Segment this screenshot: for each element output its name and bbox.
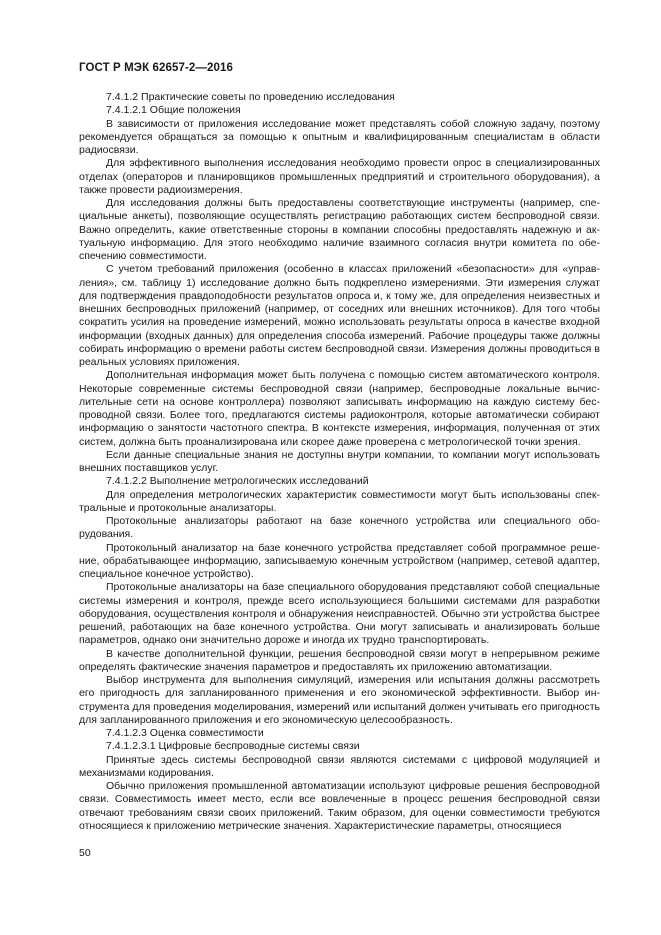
paragraph: Для исследования должны быть предоставлены соответствующие инструменты (например, специальные анкеты), позволяющие осуществлять регистрацию работающих систем беспроводной связи. Важно определить, какие ответственные стороны в компании способны предоставлять надежную и актуальную информацию. Для этого необходимо наличие взаимного согласия внутри комитета по обеспечению совместимости. (79, 197, 600, 262)
page-number: 50 (79, 847, 91, 859)
paragraph: Протокольный анализатор на базе конечного устройства представляет собой программное решение, обрабатывающее информацию, записываемую конечным устройством (например, сетевой адаптер, специальное конечное устройство). (79, 541, 600, 580)
paragraph: Протокольные анализаторы работают на базе конечного устройства или специального оборудования. (79, 515, 600, 541)
paragraph: Обычно приложения промышленной автоматизации используют цифровые решения беспроводной связи. Совместимость имеет место, если все вовлеченные в процесс решения беспроводной связи отвечают требованиям связи своих приложений. Таким образом, для оценки совместимости требуются относящиеся к приложению метрические значения. Характеристические параметры, относящиеся (79, 780, 600, 832)
section-heading: 7.4.1.2.3.1 Цифровые беспроводные системы связи (106, 740, 360, 753)
paragraph: Для эффективного выполнения исследования необходимо провести опрос в специализированных отделах (операторов и планировщиков промышленных предприятий и строительного оборудования), а также провести радиоизмерения. (79, 157, 600, 196)
paragraph: Выбор инструмента для выполнения симуляций, измерения или испытания должны рассмотреть его пригодность для запланированного применения и его экономической эффективности. Выбор инструмента для проведения моделирования, измерений или испытаний должен учитывать его пригодность для запланированного приложения и его экономическую целесообразность. (79, 674, 600, 726)
section-heading: 7.4.1.2.3 Оценка совместимости (106, 727, 264, 739)
section-heading: 7.4.1.2.1 Общие положения (106, 104, 241, 117)
paragraph: С учетом требований приложения (особенно в классах приложений «безопасности» для «управления», см. таблицу 1) исследование должно быть подкреплено измерениями. Эти измерения служат для подтверждения правдоподобности результатов опроса и, к тому же, для определения неизвестных и внешних беспроводных приложений (например, от соседних или внешних источников). Для того чтобы сократить усилия на проведение измерений, можно использовать результаты опроса в качестве входной информации (входных данных) для определения способа измерений. Рабочие процедуры также должны собирать информацию о времени работы систем беспроводной связи. Измерения должны проводиться в реальных условиях приложения. (79, 263, 600, 368)
paragraph: Дополнительная информация может быть получена с помощью систем автоматического контроля. Некоторые современные системы беспроводной связи (например, беспроводные локальные вычислительные сети на основе контроллера) позволяют записывать информацию на каждую систему беспроводной связи. Более того, предлагаются системы радиоконтроля, которые автоматически собирают информацию о занятости частотного спектра. В контексте измерения, информация, полученная от этих систем, должна быть проанализирована или скорее даже проверена с метрологической точки зрения. (79, 369, 600, 448)
section-heading: 7.4.1.2 Практические советы по проведению исследования (106, 91, 395, 103)
paragraph: Принятые здесь системы беспроводной связи являются системами с цифровой модуляцией и механизмами кодирования. (79, 753, 600, 779)
document-body (79, 91, 600, 833)
paragraph: Для определения метрологических характеристик совместимости могут быть использованы спектральные и протокольные анализаторы. (79, 488, 600, 514)
paragraph: Если данные специальные знания не доступны внутри компании, то компании могут использовать внешних поставщиков услуг. (79, 448, 600, 474)
paragraph: В качестве дополнительной функции, решения беспроводной связи могут в непрерывном режиме определять фактические значения параметров и предоставлять их приложению автоматизации. (79, 647, 600, 673)
paragraph: Протокольные анализаторы на базе специального оборудования представляют собой специальные системы измерения и контроля, прежде всего использующиеся большими системами для разработки оборудования, осуществления контроля и обнаружения неисправностей. Обычно эти устройства быстрее решений, работающих на базе конечного устройства. Они могут записывать и анализировать больше параметров, однако они значительно дороже и иногда их трудно транспортировать. (79, 581, 600, 647)
document-header: ГОСТ Р МЭК 62657-2—2016 (79, 62, 233, 74)
paragraph: В зависимости от приложения исследование может представлять собой сложную задачу, поэтому рекомендуется обращаться за помощью к опытным и квалифицированным специалистам в области радиосвязи. (79, 117, 600, 156)
section-heading: 7.4.1.2.2 Выполнение метрологических исследований (106, 475, 369, 488)
